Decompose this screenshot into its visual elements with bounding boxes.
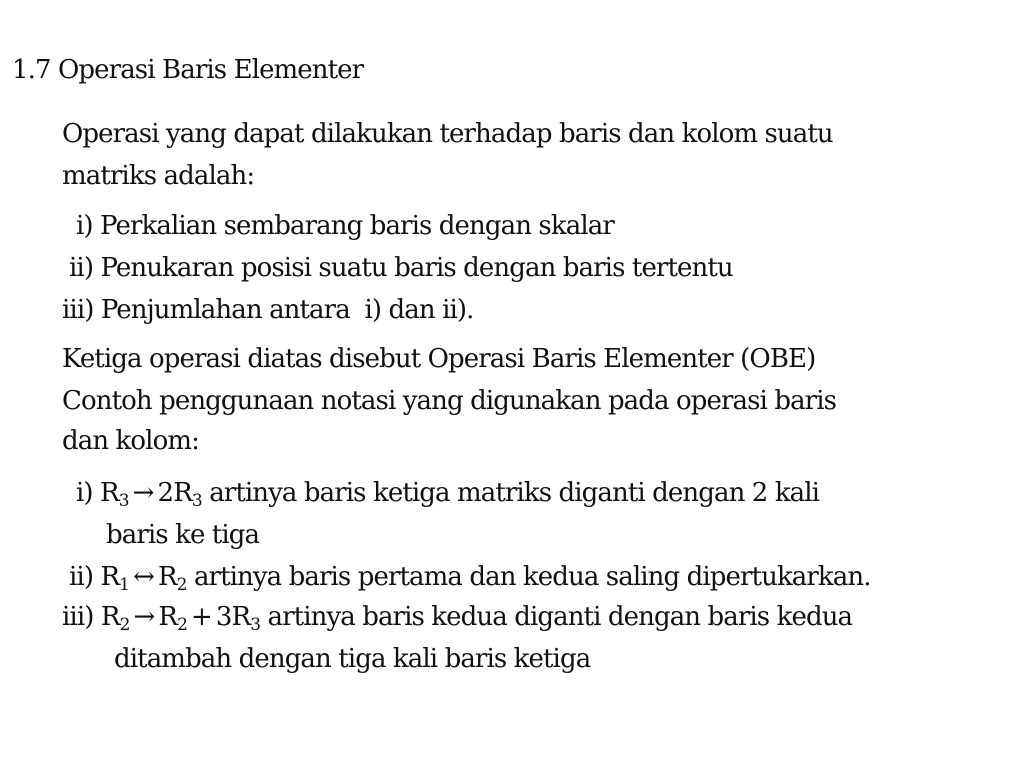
example-text: artinya baris ketiga matriks diganti dengan 2 kali xyxy=(209,478,820,508)
notation: $R_2 \to R_2 + 3R_3$ xyxy=(100,602,261,635)
intro-line-2: matriks adalah: xyxy=(62,161,255,191)
example-text: artinya baris pertama dan kedua saling dipertukarkan. xyxy=(193,562,871,592)
example-marker: iii) xyxy=(62,602,94,632)
operation-marker: iii) xyxy=(62,295,94,325)
example-text: artinya baris kedua diganti dengan baris kedua xyxy=(267,602,853,632)
operation-text: Penjumlahan antara i) dan ii). xyxy=(100,295,474,325)
operation-text: Penukaran posisi suatu baris dengan baris tertentu xyxy=(100,253,733,283)
example-continuation-1: baris ke tiga xyxy=(106,520,260,550)
right-arrow-icon: → xyxy=(133,602,155,632)
operation-marker: i) xyxy=(76,211,93,241)
example-item-2 xyxy=(69,561,871,593)
example-continuation-3: ditambah dengan tiga kali baris ketiga xyxy=(114,644,591,674)
left-right-arrow-icon: ↔ xyxy=(133,562,154,592)
operation-item-1 xyxy=(76,210,614,242)
intro-line-1: Operasi yang dapat dilakukan terhadap baris dan kolom suatu xyxy=(62,119,833,149)
example-item-3 xyxy=(62,601,852,633)
summary-line-3: dan kolom: xyxy=(62,426,199,456)
notation: $R_1$ ↔ $R_2$ xyxy=(100,562,187,595)
operation-item-2 xyxy=(69,252,733,284)
operation-item-3 xyxy=(62,294,474,326)
example-item-1 xyxy=(76,477,819,509)
example-marker: ii) xyxy=(69,562,94,592)
section-title: 1.7 Operasi Baris Elementer xyxy=(12,55,364,85)
right-arrow-icon: → xyxy=(132,478,154,508)
summary-line-2: Contoh penggunaan notasi yang digunakan pada operasi baris xyxy=(62,386,837,416)
example-marker: i) xyxy=(76,478,93,508)
operation-marker: ii) xyxy=(69,253,94,283)
operation-text: Perkalian sembarang baris dengan skalar xyxy=(100,211,614,241)
notation: $R_3 \to 2R_3$ xyxy=(100,478,202,511)
plus-sign: + xyxy=(190,602,212,632)
summary-line-1: Ketiga operasi diatas disebut Operasi Baris Elementer (OBE) xyxy=(62,344,816,374)
